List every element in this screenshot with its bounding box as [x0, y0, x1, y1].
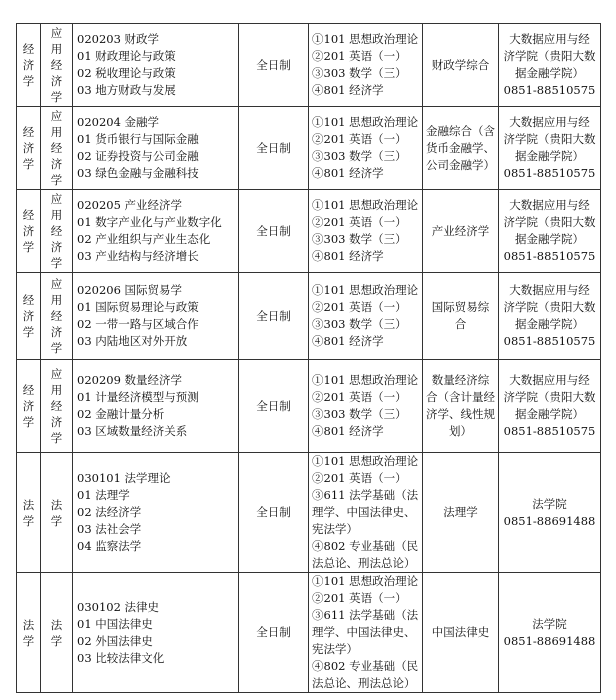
program-cell: [73, 107, 239, 190]
cell-line: 02 金融计量分析: [77, 407, 165, 421]
cell-line: 03 区域数量经济关系: [77, 424, 188, 438]
table-row: [17, 453, 601, 573]
discipline-cell: [41, 360, 73, 453]
cell-line: 03 法社会学: [77, 522, 142, 536]
cell-line: [41, 25, 72, 105]
cell-line: [41, 617, 72, 649]
cell-line: 济学院（贵阳大数: [503, 390, 596, 404]
cell-line: 01 数字产业化与产业数字化: [77, 215, 222, 229]
cell-line: [17, 292, 40, 340]
cell-line: ②201 英语（一）: [312, 300, 407, 314]
vertical-char: 济: [22, 224, 35, 238]
cell-line: 大数据应用与经: [509, 32, 590, 46]
vertical-char: 济: [50, 325, 63, 339]
discipline-cell: [41, 273, 73, 360]
program-cell: [73, 24, 239, 107]
program-cell: [73, 273, 239, 360]
cell-line: 数量经济综: [431, 373, 490, 387]
study-mode-cell: 全日制: [239, 573, 309, 693]
vertical-char: 用: [50, 125, 63, 139]
vertical-char: 经: [22, 125, 35, 139]
cell-line: [41, 276, 72, 356]
cell-line: 02 外国法律史: [77, 633, 153, 648]
contact-cell: [499, 107, 601, 190]
cell-line: 大数据应用与经: [509, 373, 590, 387]
vertical-char: 学: [22, 74, 35, 88]
admissions-table: [16, 23, 601, 693]
cell-line: 020206 国际贸易学: [77, 283, 183, 297]
vertical-char: 济: [22, 141, 35, 155]
exam-subjects-cell: [309, 24, 423, 107]
retest-subject-cell: [423, 24, 499, 107]
cell-line: [17, 207, 40, 255]
cell-line: 济学院（贵阳大数: [503, 132, 596, 146]
cell-line: 公司金融学）: [426, 157, 495, 172]
exam-subjects-cell: [309, 273, 423, 360]
vertical-char: 法: [50, 617, 63, 632]
cell-line: [41, 497, 72, 529]
cell-line: 0851-88510575: [503, 334, 596, 348]
cell-line: 0851-88510575: [503, 83, 596, 97]
cell-line: 01 法理学: [77, 488, 130, 502]
cell-line: ③611 法学基础（法: [312, 608, 419, 622]
cell-line: ②201 英语（一）: [312, 49, 407, 63]
vertical-char: 法: [22, 617, 35, 632]
vertical-char: 学: [22, 633, 35, 648]
cell-line: ④801 经济学: [312, 166, 384, 180]
cell-line: 03 地方财政与发展: [77, 83, 176, 97]
cell-line: ①101 思想政治理论: [312, 32, 419, 46]
cell-line: 02 产业组织与产业生态化: [77, 232, 211, 246]
contact-cell: [499, 273, 601, 360]
program-cell: [73, 190, 239, 273]
discipline-cell: [41, 107, 73, 190]
cell-line: ④801 经济学: [312, 83, 384, 97]
discipline-cell: [41, 24, 73, 107]
cell-line: 02 法经济学: [77, 505, 142, 519]
contact-cell: [499, 573, 601, 693]
table-row: [17, 360, 601, 453]
exam-subjects-cell: [309, 190, 423, 273]
vertical-char: 法: [22, 497, 35, 512]
cell-line: ①101 思想政治理论: [312, 373, 419, 387]
vertical-char: 应: [50, 277, 63, 291]
program-cell: [73, 453, 239, 573]
vertical-char: 经: [50, 141, 63, 155]
study-mode-cell: 全日制: [239, 190, 309, 273]
cell-line: 济学院（贵阳大数: [503, 49, 596, 63]
cell-line: 03 绿色金融与金融科技: [77, 166, 199, 180]
cell-line: 济学院（贵阳大数: [503, 300, 596, 314]
cell-line: 法学院: [532, 496, 567, 511]
exam-subjects-cell: [309, 360, 423, 453]
cell-line: ②201 英语（一）: [312, 471, 407, 485]
cell-line: 020209 数量经济学: [77, 373, 183, 387]
cell-line: ④801 经济学: [312, 249, 384, 263]
cell-line: [17, 617, 40, 649]
cell-line: 02 证券投资与公司金融: [77, 149, 199, 163]
category-cell: [17, 190, 41, 273]
cell-line: 04 监察法学: [77, 539, 142, 553]
vertical-char: 济: [22, 58, 35, 72]
cell-line: 030101 法学理论: [77, 471, 171, 485]
table-row: [17, 273, 601, 360]
program-cell: [73, 573, 239, 693]
vertical-char: 法: [50, 497, 63, 512]
cell-line: ①101 思想政治理论: [312, 574, 419, 588]
category-cell: [17, 453, 41, 573]
cell-line: [41, 108, 72, 188]
cell-line: 法学院: [532, 616, 567, 631]
table-row: [17, 107, 601, 190]
cell-line: 宪法学）: [312, 522, 358, 536]
cell-line: 0851-88510575: [503, 166, 596, 180]
vertical-char: 学: [50, 633, 63, 648]
contact-cell: [499, 190, 601, 273]
retest-subject-cell: [423, 360, 499, 453]
vertical-char: 学: [50, 431, 63, 445]
category-cell: [17, 273, 41, 360]
cell-line: 法总论、刑法总论）: [312, 676, 416, 690]
cell-line: 0851-88510575: [503, 249, 596, 263]
vertical-char: 经: [50, 224, 63, 238]
cell-line: [17, 41, 40, 89]
retest-subject-cell: [423, 573, 499, 693]
category-cell: [17, 573, 41, 693]
cell-line: 大数据应用与经: [509, 283, 590, 297]
study-mode-cell: 全日制: [239, 24, 309, 107]
vertical-char: 学: [50, 256, 63, 270]
cell-line: 财政学综合: [431, 57, 490, 72]
table-row: [17, 190, 601, 273]
cell-line: ①101 思想政治理论: [312, 198, 419, 212]
study-mode-cell: 全日制: [239, 453, 309, 573]
cell-line: 03 内陆地区对外开放: [77, 334, 188, 348]
cell-line: 划）: [449, 424, 472, 438]
cell-line: 国际贸易综: [431, 300, 490, 314]
study-mode-cell: 全日制: [239, 360, 309, 453]
vertical-char: 用: [50, 293, 63, 307]
cell-line: ③303 数学（三）: [312, 317, 407, 331]
cell-line: ②201 英语（一）: [312, 390, 407, 404]
vertical-char: 应: [50, 192, 63, 206]
vertical-char: 学: [22, 325, 35, 339]
cell-line: 中国法律史: [431, 625, 490, 639]
cell-line: 030102 法律史: [77, 599, 160, 614]
cell-line: 法总论、刑法总论）: [312, 556, 416, 570]
exam-subjects-cell: [309, 453, 423, 573]
cell-line: 0851-88691488: [503, 633, 596, 648]
cell-line: [41, 191, 72, 271]
contact-cell: [499, 453, 601, 573]
cell-line: ④802 专业基础（民: [312, 659, 419, 673]
cell-line: 据金融学院）: [515, 317, 584, 331]
cell-line: ③303 数学（三）: [312, 149, 407, 163]
cell-line: 02 一带一路与区域合作: [77, 317, 199, 331]
cell-line: 理学、中国法律史、: [312, 625, 416, 639]
cell-line: 据金融学院）: [515, 66, 584, 80]
study-mode-cell: 全日制: [239, 273, 309, 360]
cell-line: 济学院（贵阳大数: [503, 215, 596, 229]
cell-line: ④801 经济学: [312, 334, 384, 348]
cell-line: 产业经济学: [431, 223, 490, 238]
cell-line: ①101 思想政治理论: [312, 115, 419, 129]
vertical-char: 经: [22, 383, 35, 397]
category-cell: [17, 24, 41, 107]
cell-line: 合: [454, 317, 467, 331]
cell-line: 0851-88691488: [503, 513, 596, 528]
table-row: [17, 573, 601, 693]
vertical-char: 经: [50, 58, 63, 72]
cell-line: 理学、中国法律史、: [312, 505, 416, 519]
vertical-char: 济: [50, 415, 63, 429]
vertical-char: 用: [50, 42, 63, 56]
cell-line: 03 产业结构与经济增长: [77, 249, 199, 263]
cell-line: ③303 数学（三）: [312, 407, 407, 421]
cell-line: 济学、线性规: [426, 407, 495, 421]
contact-cell: [499, 24, 601, 107]
cell-line: 大数据应用与经: [509, 115, 590, 129]
vertical-char: 用: [50, 208, 63, 222]
cell-line: 020205 产业经济学: [77, 198, 183, 212]
study-mode-cell: 全日制: [239, 107, 309, 190]
cell-line: 01 货币银行与国际金融: [77, 132, 199, 146]
vertical-char: 用: [50, 383, 63, 397]
cell-line: 01 国际贸易理论与政策: [77, 300, 199, 314]
vertical-char: 济: [22, 399, 35, 413]
vertical-char: 应: [50, 109, 63, 123]
table-row: [17, 24, 601, 107]
cell-line: 货币金融学、: [426, 140, 495, 155]
vertical-char: 应: [50, 26, 63, 40]
cell-line: ③303 数学（三）: [312, 66, 407, 80]
vertical-char: 经: [22, 42, 35, 56]
cell-line: 020203 财政学: [77, 32, 160, 46]
cell-line: [17, 497, 40, 529]
vertical-char: 济: [50, 74, 63, 88]
vertical-char: 济: [50, 157, 63, 171]
cell-line: ②201 英语（一）: [312, 591, 407, 605]
cell-line: 0851-88510575: [503, 424, 596, 438]
vertical-char: 学: [50, 173, 63, 187]
cell-line: ①101 思想政治理论: [312, 283, 419, 297]
cell-line: 01 中国法律史: [77, 616, 153, 631]
retest-subject-cell: [423, 190, 499, 273]
cell-line: ①101 思想政治理论: [312, 454, 419, 468]
cell-line: ④801 经济学: [312, 424, 384, 438]
vertical-char: 经: [22, 293, 35, 307]
vertical-char: 学: [22, 415, 35, 429]
exam-subjects-cell: [309, 573, 423, 693]
retest-subject-cell: [423, 453, 499, 573]
vertical-char: 学: [50, 341, 63, 355]
vertical-char: 学: [50, 513, 63, 528]
vertical-char: 经: [50, 399, 63, 413]
cell-line: 02 税收理论与政策: [77, 66, 176, 80]
vertical-char: 学: [50, 90, 63, 104]
discipline-cell: [41, 573, 73, 693]
cell-line: ④802 专业基础（民: [312, 539, 419, 553]
vertical-char: 经: [22, 208, 35, 222]
retest-subject-cell: [423, 273, 499, 360]
vertical-char: 应: [50, 367, 63, 381]
exam-subjects-cell: [309, 107, 423, 190]
cell-line: 宪法学）: [312, 642, 358, 656]
cell-line: 合（含计量经: [426, 390, 495, 404]
category-cell: [17, 360, 41, 453]
cell-line: 01 计量经济模型与预测: [77, 390, 199, 404]
program-cell: [73, 360, 239, 453]
category-cell: [17, 107, 41, 190]
cell-line: 大数据应用与经: [509, 198, 590, 212]
discipline-cell: [41, 190, 73, 273]
contact-cell: [499, 360, 601, 453]
cell-line: [17, 124, 40, 172]
vertical-char: 济: [22, 309, 35, 323]
discipline-cell: [41, 453, 73, 573]
cell-line: 据金融学院）: [515, 149, 584, 163]
cell-line: ②201 英语（一）: [312, 215, 407, 229]
cell-line: ③611 法学基础（法: [312, 488, 419, 502]
cell-line: [41, 366, 72, 446]
vertical-char: 经: [50, 309, 63, 323]
cell-line: 01 财政理论与政策: [77, 49, 176, 63]
cell-line: 据金融学院）: [515, 407, 584, 421]
retest-subject-cell: [423, 107, 499, 190]
cell-line: 020204 金融学: [77, 115, 160, 129]
cell-line: [17, 382, 40, 430]
vertical-char: 学: [22, 240, 35, 254]
vertical-char: 学: [22, 157, 35, 171]
cell-line: 03 比较法律文化: [77, 650, 165, 665]
vertical-char: 学: [22, 513, 35, 528]
cell-line: ③303 数学（三）: [312, 232, 407, 246]
vertical-char: 济: [50, 240, 63, 254]
cell-line: ②201 英语（一）: [312, 132, 407, 146]
cell-line: 法理学: [443, 505, 478, 519]
cell-line: 金融综合（含: [426, 123, 495, 138]
cell-line: 据金融学院）: [515, 232, 584, 246]
